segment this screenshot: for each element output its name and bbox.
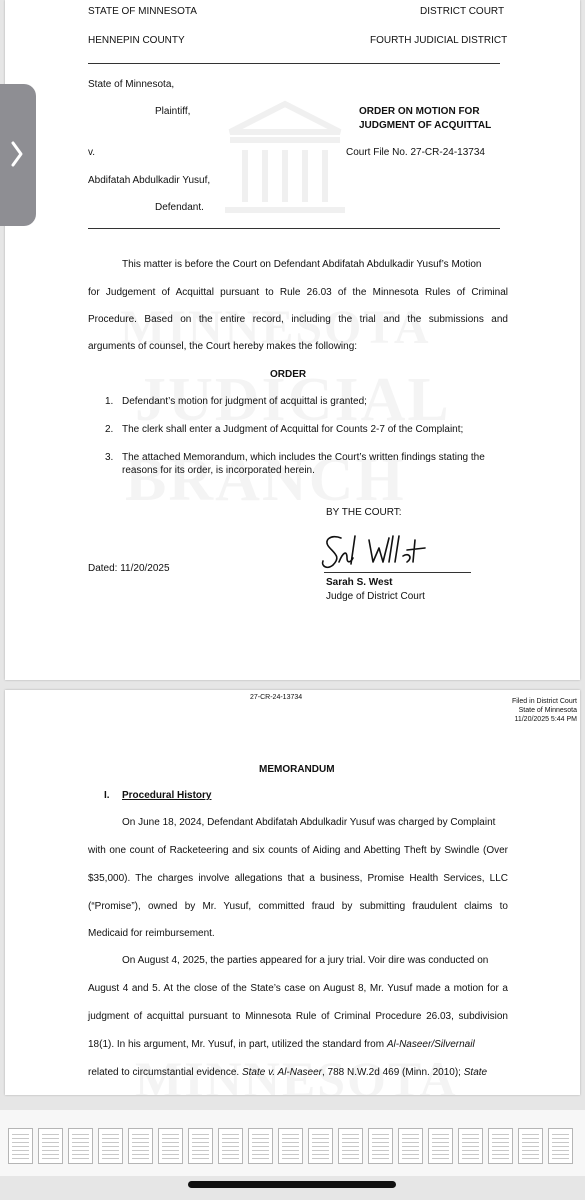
- thumbnail-line: [372, 1142, 389, 1143]
- thumbnail-line: [312, 1138, 329, 1139]
- thumbnail-line: [162, 1154, 179, 1155]
- filed-stamp-line: State of Minnesota: [518, 707, 577, 714]
- dated: Dated: 11/20/2025: [88, 563, 170, 574]
- order-page: [5, 0, 580, 680]
- thumbnail-line: [522, 1150, 539, 1151]
- thumbnail-line: [132, 1150, 149, 1151]
- thumbnail-line: [522, 1134, 539, 1135]
- thumbnail-line: [342, 1142, 359, 1143]
- thumbnail-line: [282, 1146, 299, 1147]
- thumbnail-line: [252, 1154, 269, 1155]
- thumbnail-line: [72, 1150, 89, 1151]
- judicial-district: FOURTH JUDICIAL DISTRICT: [370, 35, 508, 46]
- case-citation: Al-Naseer/Silvernail: [386, 1039, 475, 1050]
- thumbnail-line: [342, 1134, 359, 1135]
- court-file-number: Court File No. 27-CR-24-13734: [346, 147, 485, 158]
- thumbnail-line: [552, 1134, 569, 1135]
- caption-rule: [88, 228, 500, 229]
- page-thumbnail[interactable]: [428, 1128, 453, 1164]
- page-thumbnail[interactable]: [488, 1128, 513, 1164]
- text-run: related to circumstantial evidence.: [88, 1067, 242, 1078]
- thumbnail-line: [462, 1146, 479, 1147]
- thumbnail-line: [102, 1158, 119, 1159]
- thumbnail-line: [402, 1150, 419, 1151]
- thumbnail-line: [432, 1154, 449, 1155]
- page-thumbnail[interactable]: [8, 1128, 33, 1164]
- thumbnail-line: [222, 1150, 239, 1151]
- thumbnail-line: [372, 1134, 389, 1135]
- thumbnail-line: [462, 1138, 479, 1139]
- page-thumbnail[interactable]: [68, 1128, 93, 1164]
- thumbnail-line: [102, 1134, 119, 1135]
- page-thumbnail[interactable]: [248, 1128, 273, 1164]
- thumbnail-line: [192, 1158, 209, 1159]
- thumbnail-line: [522, 1158, 539, 1159]
- thumbnail-line: [372, 1138, 389, 1139]
- page-thumbnail[interactable]: [128, 1128, 153, 1164]
- thumbnail-line: [522, 1154, 539, 1155]
- thumbnail-line: [462, 1150, 479, 1151]
- county: HENNEPIN COUNTY: [88, 35, 185, 46]
- defendant-role: Defendant.: [155, 202, 204, 213]
- home-indicator[interactable]: [188, 1181, 396, 1188]
- thumbnail-line: [222, 1134, 239, 1135]
- page-thumbnail[interactable]: [398, 1128, 423, 1164]
- thumbnail-line: [222, 1142, 239, 1143]
- thumbnail-line: [12, 1150, 29, 1151]
- memorandum-heading: MEMORANDUM: [259, 764, 335, 775]
- thumbnail-line: [282, 1154, 299, 1155]
- thumbnail-line: [402, 1146, 419, 1147]
- judge-title: Judge of District Court: [326, 591, 425, 602]
- thumbnail-line: [42, 1158, 59, 1159]
- thumbnail-line: [12, 1134, 29, 1135]
- thumbnail-line: [222, 1146, 239, 1147]
- thumbnail-line: [162, 1146, 179, 1147]
- thumbnail-line: [192, 1150, 209, 1151]
- filed-stamp-line: 11/20/2025 5:44 PM: [514, 716, 577, 723]
- thumbnail-line: [12, 1142, 29, 1143]
- page-thumbnail[interactable]: [188, 1128, 213, 1164]
- thumbnail-line: [552, 1154, 569, 1155]
- thumbnail-line: [252, 1138, 269, 1139]
- intro-line: for Judgement of Acquittal pursuant to Rule 26.03 of the Minnesota Rules of Criminal: [88, 287, 508, 298]
- thumbnail-line: [42, 1150, 59, 1151]
- thumbnail-line: [132, 1134, 149, 1135]
- paragraph-line: [88, 1039, 475, 1051]
- thumbnail-line: [462, 1142, 479, 1143]
- thumbnail-line: [42, 1154, 59, 1155]
- thumbnail-line: [552, 1158, 569, 1159]
- thumbnail-line: [162, 1138, 179, 1139]
- thumbnail-line: [312, 1158, 329, 1159]
- thumbnail-line: [72, 1146, 89, 1147]
- thumbnail-line: [372, 1154, 389, 1155]
- thumbnail-line: [102, 1142, 119, 1143]
- title-line-2: JUDGMENT OF ACQUITTAL: [359, 120, 492, 131]
- thumbnail-line: [72, 1134, 89, 1135]
- order-item-text: reasons for its order, is incorporated herein.: [122, 465, 315, 476]
- thumbnail-line: [282, 1138, 299, 1139]
- thumbnail-line: [132, 1154, 149, 1155]
- thumbnail-line: [432, 1158, 449, 1159]
- thumbnail-line: [492, 1158, 509, 1159]
- thumbnail-line: [342, 1158, 359, 1159]
- thumbnail-line: [72, 1158, 89, 1159]
- thumbnail-line: [252, 1150, 269, 1151]
- order-item-number: 2.: [105, 424, 114, 435]
- thumbnail-line: [462, 1154, 479, 1155]
- thumbnail-line: [12, 1158, 29, 1159]
- thumbnail-line: [192, 1146, 209, 1147]
- page-thumbnail[interactable]: [548, 1128, 573, 1164]
- thumbnail-line: [342, 1146, 359, 1147]
- thumbnail-line: [462, 1134, 479, 1135]
- paragraph-line: On June 18, 2024, Defendant Abdifatah Abdulkadir Yusuf was charged by Complaint: [122, 817, 496, 828]
- thumbnail-line: [342, 1154, 359, 1155]
- thumbnail-line: [222, 1138, 239, 1139]
- thumbnail-line: [42, 1146, 59, 1147]
- thumbnail-line: [432, 1142, 449, 1143]
- thumbnail-line: [192, 1154, 209, 1155]
- thumbnail-line: [132, 1146, 149, 1147]
- paragraph-line: August 4 and 5. At the close of the State’s case on August 8, Mr. Yusuf made a motion for a: [88, 983, 508, 994]
- intro-line: This matter is before the Court on Defendant Abdifatah Abdulkadir Yusuf’s Motion: [122, 259, 482, 270]
- page-thumbnail[interactable]: [518, 1128, 543, 1164]
- page-thumbnail[interactable]: [218, 1128, 243, 1164]
- thumbnail-line: [432, 1138, 449, 1139]
- paragraph-line: On August 4, 2025, the parties appeared for a jury trial. Voir dire was conducted on: [122, 955, 489, 966]
- order-item-number: 1.: [105, 396, 114, 407]
- thumbnail-line: [432, 1146, 449, 1147]
- by-the-court: BY THE COURT:: [326, 507, 402, 518]
- case-citation: State v. Al-Naseer: [241, 1067, 322, 1078]
- header-rule: [88, 63, 500, 64]
- memorandum-page: [5, 690, 580, 1095]
- thumbnail-line: [402, 1142, 419, 1143]
- thumbnail-line: [162, 1158, 179, 1159]
- thumbnail-line: [42, 1138, 59, 1139]
- thumbnail-line: [132, 1142, 149, 1143]
- court-seal-watermark: [210, 92, 360, 222]
- thumbnail-line: [12, 1138, 29, 1139]
- court-state: STATE OF MINNESOTA: [88, 6, 197, 17]
- thumbnail-line: [342, 1150, 359, 1151]
- thumbnail-line: [432, 1134, 449, 1135]
- page-thumbnail[interactable]: [98, 1128, 123, 1164]
- judge-name: Sarah S. West: [326, 577, 393, 588]
- thumbnail-line: [162, 1134, 179, 1135]
- thumbnail-line: [282, 1142, 299, 1143]
- text-run: 18(1). In his argument, Mr. Yusuf, in part, utilized the standard from: [88, 1039, 387, 1050]
- court-type: DISTRICT COURT: [420, 6, 505, 17]
- intro-line: Procedure. Based on the entire record, including the trial and the submissions and: [88, 314, 508, 325]
- thumbnail-line: [252, 1158, 269, 1159]
- defendant-name: Abdifatah Abdulkadir Yusuf,: [88, 175, 211, 186]
- thumbnail-line: [312, 1146, 329, 1147]
- thumbnail-line: [522, 1138, 539, 1139]
- thumbnail-line: [252, 1142, 269, 1143]
- thumbnail-line: [132, 1138, 149, 1139]
- page-thumbnail[interactable]: [338, 1128, 363, 1164]
- thumbnail-line: [12, 1146, 29, 1147]
- thumbnail-line: [282, 1158, 299, 1159]
- paragraph-line: $35,000). The charges involve allegations that a business, Promise Health Services, LLC: [88, 873, 508, 884]
- order-item-text: The clerk shall enter a Judgment of Acquittal for Counts 2-7 of the Complaint;: [122, 424, 464, 435]
- thumbnail-line: [102, 1146, 119, 1147]
- plaintiff-name: State of Minnesota,: [88, 79, 175, 90]
- thumbnail-line: [282, 1134, 299, 1135]
- thumbnail-line: [282, 1150, 299, 1151]
- thumbnail-line: [552, 1146, 569, 1147]
- order-item-text: The attached Memorandum, which includes the Court’s written findings stating the: [122, 452, 485, 463]
- thumbnail-line: [42, 1134, 59, 1135]
- thumbnail-line: [162, 1142, 179, 1143]
- thumbnail-line: [312, 1150, 329, 1151]
- thumbnail-line: [552, 1142, 569, 1143]
- page-thumbnail[interactable]: [278, 1128, 303, 1164]
- thumbnail-line: [552, 1138, 569, 1139]
- thumbnail-line: [192, 1138, 209, 1139]
- thumbnail-line: [252, 1146, 269, 1147]
- thumbnail-line: [132, 1158, 149, 1159]
- thumbnail-line: [492, 1142, 509, 1143]
- thumbnail-line: [372, 1158, 389, 1159]
- judge-signature: [317, 528, 439, 574]
- page-thumbnail-strip[interactable]: [0, 1110, 585, 1176]
- plaintiff-role: Plaintiff,: [155, 106, 191, 117]
- thumbnail-line: [492, 1154, 509, 1155]
- thumbnail-line: [102, 1150, 119, 1151]
- thumbnail-line: [72, 1142, 89, 1143]
- thumbnail-line: [72, 1154, 89, 1155]
- thumbnail-line: [492, 1134, 509, 1135]
- signature-line: [324, 572, 471, 573]
- section-number: I.: [104, 790, 110, 801]
- page-thumbnail[interactable]: [308, 1128, 333, 1164]
- page-thumbnail[interactable]: [38, 1128, 63, 1164]
- order-item-number: 3.: [105, 452, 114, 463]
- thumbnail-line: [222, 1154, 239, 1155]
- text-run: , 788 N.W.2d 469 (Minn. 2010);: [322, 1067, 464, 1078]
- thumbnail-line: [402, 1158, 419, 1159]
- thumbnail-line: [102, 1138, 119, 1139]
- thumbnail-line: [42, 1142, 59, 1143]
- thumbnail-line: [432, 1150, 449, 1151]
- paragraph-line: [88, 1067, 487, 1079]
- thumbnail-line: [492, 1150, 509, 1151]
- thumbnail-line: [402, 1138, 419, 1139]
- page-thumbnail[interactable]: [368, 1128, 393, 1164]
- thumbnail-line: [12, 1154, 29, 1155]
- sidebar-toggle-tab[interactable]: [0, 84, 36, 226]
- thumbnail-line: [102, 1154, 119, 1155]
- thumbnail-line: [552, 1150, 569, 1151]
- thumbnail-line: [192, 1142, 209, 1143]
- thumbnail-line: [522, 1142, 539, 1143]
- section-title: Procedural History: [122, 790, 212, 801]
- thumbnail-line: [492, 1138, 509, 1139]
- title-line-1: ORDER ON MOTION FOR: [359, 106, 480, 117]
- case-citation: State: [463, 1067, 488, 1078]
- versus: v.: [88, 147, 96, 158]
- filed-stamp-line: Filed in District Court: [512, 698, 577, 705]
- paragraph-line: with one count of Racketeering and six counts of Aiding and Abetting Theft by Swindle (Over: [88, 845, 508, 856]
- paragraph-line: judgment of acquittal pursuant to Minnesota Rule of Criminal Procedure 26.03, subdivision: [88, 1011, 508, 1022]
- thumbnail-line: [402, 1134, 419, 1135]
- thumbnail-line: [462, 1158, 479, 1159]
- paragraph-line: Medicaid for reimbursement.: [88, 928, 215, 939]
- thumbnail-line: [312, 1142, 329, 1143]
- thumbnail-line: [222, 1158, 239, 1159]
- header-file-number: 27-CR-24-13734: [250, 694, 303, 701]
- thumbnail-line: [72, 1138, 89, 1139]
- page-thumbnail[interactable]: [458, 1128, 483, 1164]
- paragraph-line: (“Promise”), owned by Mr. Yusuf, committed fraud by submitting fraudulent claims to: [88, 901, 508, 912]
- order-item-text: Defendant’s motion for judgment of acquittal is granted;: [122, 396, 367, 407]
- thumbnail-line: [312, 1154, 329, 1155]
- thumbnail-line: [372, 1150, 389, 1151]
- thumbnail-line: [492, 1146, 509, 1147]
- thumbnail-line: [252, 1134, 269, 1135]
- chevron-right-icon: [9, 140, 25, 168]
- thumbnail-line: [312, 1134, 329, 1135]
- order-heading: ORDER: [270, 369, 307, 380]
- thumbnail-line: [522, 1146, 539, 1147]
- thumbnail-line: [372, 1146, 389, 1147]
- thumbnail-line: [162, 1150, 179, 1151]
- page-thumbnail[interactable]: [158, 1128, 183, 1164]
- thumbnail-line: [192, 1134, 209, 1135]
- thumbnail-line: [402, 1154, 419, 1155]
- intro-line: arguments of counsel, the Court hereby makes the following:: [88, 341, 358, 352]
- thumbnail-line: [342, 1138, 359, 1139]
